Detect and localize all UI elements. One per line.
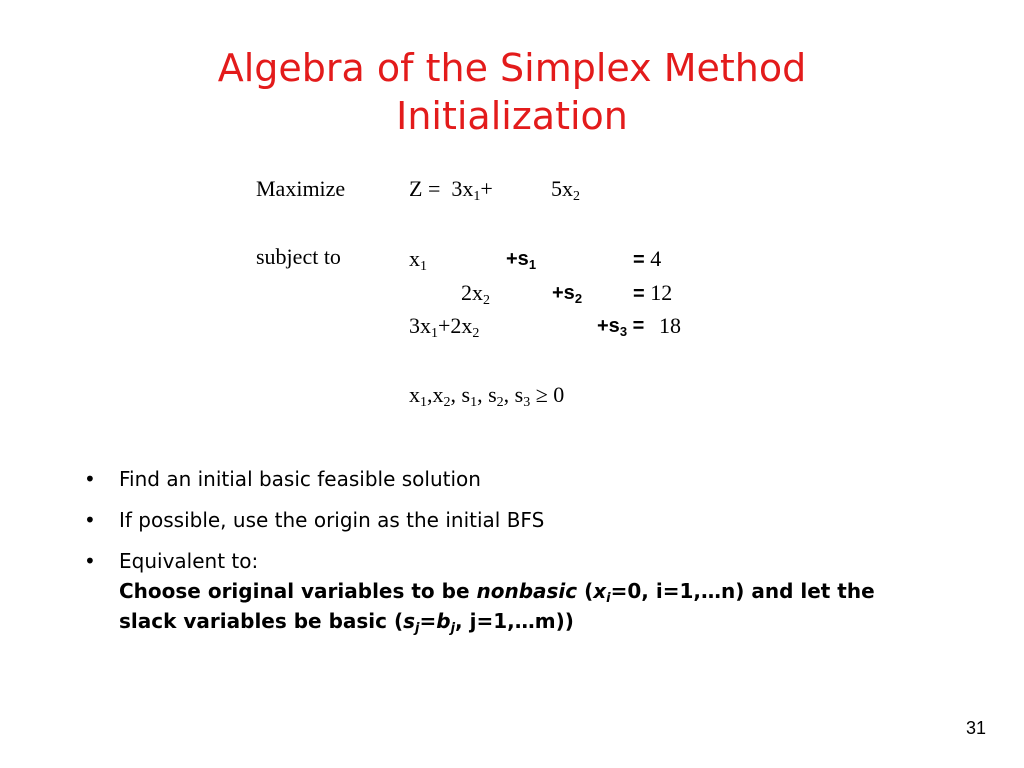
bullet-item bbox=[84, 546, 924, 636]
bullet-item bbox=[84, 464, 924, 494]
constraint-1-rhs bbox=[633, 246, 661, 273]
constraint-3-x1-var: 3x bbox=[409, 313, 431, 338]
constraint-2-x-sub: 2 bbox=[483, 293, 490, 308]
detail-nonbasic: nonbasic bbox=[476, 579, 578, 603]
constraint-1-eq: = bbox=[633, 249, 645, 271]
detail-sj-var: s bbox=[403, 609, 416, 633]
nonneg-var-3-sub: 1 bbox=[470, 395, 478, 410]
constraint-3-slack bbox=[597, 313, 644, 339]
constraint-2-slack bbox=[552, 280, 582, 306]
detail-xi-sub: i bbox=[606, 591, 611, 606]
nonneg-var-2-sub: 2 bbox=[443, 395, 451, 410]
detail-xi bbox=[593, 579, 611, 606]
constraint-3-x1-sub: 1 bbox=[431, 326, 438, 341]
constraint-1-x-var: x bbox=[409, 246, 420, 271]
objective-lhs: Z = bbox=[409, 176, 441, 201]
nonneg-var-4-sub: 2 bbox=[496, 395, 504, 410]
bullet-list bbox=[84, 464, 924, 647]
constraint-2-rhs-value: 12 bbox=[650, 280, 673, 305]
bullet-symbol: • bbox=[84, 467, 96, 491]
constraint-2-rhs bbox=[633, 280, 672, 307]
bullet-item bbox=[84, 505, 924, 535]
detail-sj-sub: j bbox=[415, 621, 420, 636]
detail-part-4: , j=1,…m)) bbox=[455, 609, 574, 633]
constraint-3-slack-sub: 3 bbox=[619, 324, 628, 339]
objective-term-1-sub: 1 bbox=[473, 189, 481, 204]
nonneg-var-2: ,x bbox=[427, 382, 444, 407]
constraint-3-eq: = bbox=[632, 315, 645, 337]
objective-term-2 bbox=[551, 176, 580, 202]
detail-xi-var: x bbox=[593, 579, 607, 603]
page-number: 31 bbox=[965, 718, 986, 738]
bullet-text: Find an initial basic feasible solution bbox=[119, 467, 481, 491]
constraint-3-x bbox=[409, 313, 479, 339]
nonneg-relation: ≥ 0 bbox=[530, 382, 565, 407]
constraint-2-slack-sub: 2 bbox=[574, 291, 583, 306]
objective-function bbox=[409, 176, 493, 202]
detail-bj bbox=[436, 609, 456, 636]
objective-plus: + bbox=[480, 176, 493, 201]
constraint-2-eq: = bbox=[633, 283, 645, 305]
nonneg-var-5: , s bbox=[503, 382, 524, 407]
constraint-3-x2-sub: 2 bbox=[472, 326, 480, 341]
detail-eq: = bbox=[419, 609, 437, 633]
constraint-3-x2-var: +2x bbox=[438, 313, 473, 338]
constraint-1-x-sub: 1 bbox=[420, 259, 427, 274]
constraint-1-slack-sub: 1 bbox=[528, 257, 537, 272]
constraint-2-slack-var: +s bbox=[552, 282, 575, 304]
constraint-1-x bbox=[409, 246, 427, 272]
bullet-text: Equivalent to: bbox=[119, 549, 259, 573]
constraint-2-x bbox=[461, 280, 490, 306]
detail-bj-sub: j bbox=[450, 621, 456, 636]
detail-part-2: ( bbox=[577, 579, 594, 603]
title-line-1: Algebra of the Simplex Method bbox=[217, 46, 807, 90]
nonneg-var-1-sub: 1 bbox=[420, 395, 427, 410]
constraint-1-slack bbox=[506, 246, 536, 272]
objective-term-1: 3x bbox=[451, 176, 474, 201]
nonneg-var-5-sub: 3 bbox=[523, 395, 531, 410]
bullet-symbol: • bbox=[84, 508, 96, 532]
detail-sj bbox=[403, 609, 420, 636]
constraint-1-slack-var: +s bbox=[506, 248, 529, 270]
nonnegativity-constraint bbox=[409, 382, 564, 408]
objective-term-2-sub: 2 bbox=[573, 189, 580, 204]
constraint-3-rhs: 18 bbox=[659, 313, 681, 338]
constraint-3-slack-var: +s bbox=[597, 315, 620, 337]
constraint-2-x-var: 2x bbox=[461, 280, 483, 305]
detail-part-1: Choose original variables to be bbox=[119, 579, 477, 603]
bullet-symbol: • bbox=[84, 549, 96, 573]
detail-part-3: =0, i=1,…n) and let the slack variables be basic ( bbox=[119, 579, 875, 633]
title-line-2: Initialization bbox=[396, 94, 628, 138]
nonneg-var-3: , s bbox=[450, 382, 471, 407]
maximize-label: Maximize bbox=[256, 176, 346, 201]
bullet-text: If possible, use the origin as the initial BFS bbox=[119, 508, 545, 532]
constraint-1-rhs-value: 4 bbox=[650, 246, 662, 271]
slide-title bbox=[0, 44, 1024, 140]
bullet-detail bbox=[119, 576, 924, 636]
nonneg-var-1: x bbox=[409, 382, 420, 407]
nonneg-var-4: , s bbox=[477, 382, 497, 407]
objective-term-2-coef: 5x bbox=[551, 176, 573, 201]
subject-to-label: subject to bbox=[256, 244, 341, 269]
detail-bj-var: b bbox=[436, 609, 451, 633]
